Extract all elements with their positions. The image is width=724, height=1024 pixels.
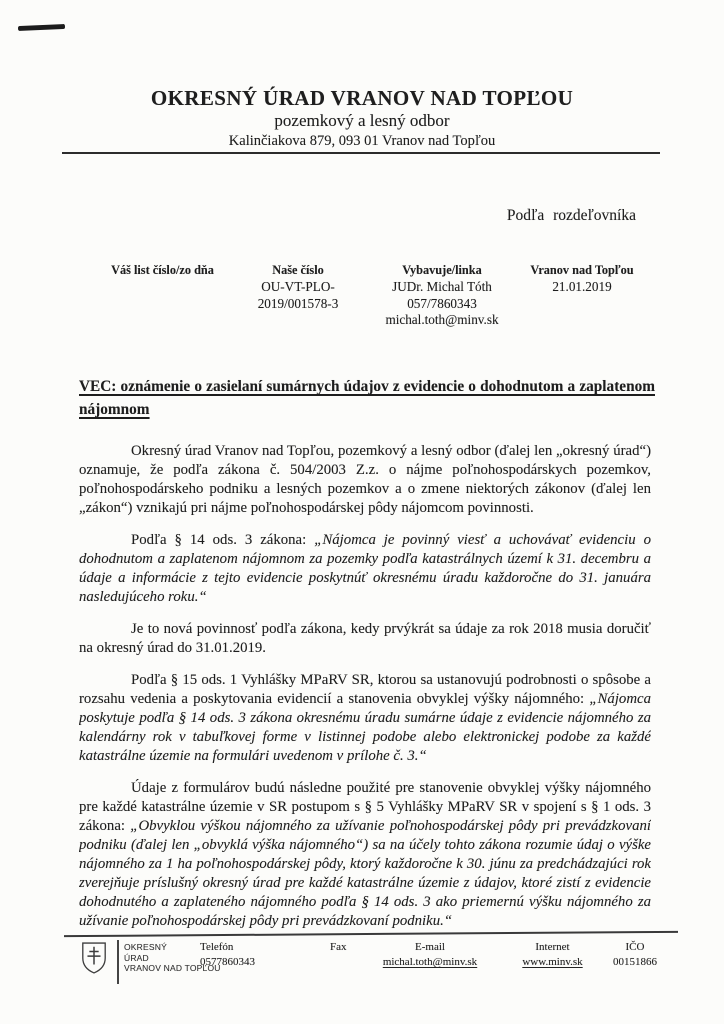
ref-value-our-number-line2: 2019/001578-3 bbox=[257, 295, 339, 311]
paragraph-deadline-text: Je to nová povinnosť podľa zákona, kedy prvýkrát sa údaje za rok 2018 musia doručiť na okresný úrad do 31.01.2019. bbox=[79, 621, 651, 656]
ref-col-handled-by bbox=[372, 262, 512, 329]
paragraph-usage-lead: Údaje z formulárov budú následne použité pre stanovenie obvyklej výšky nájomného pre každé katastrálne územie v SR postupom s § 5 Vyhlášky MPaRV SR v spojení s § 1 ods. 3 zákona: bbox=[79, 780, 651, 834]
footer-internet-value: www.minv.sk bbox=[522, 956, 583, 968]
office-title: OKRESNÝ ÚRAD VRANOV NAD TOPĽOU bbox=[150, 86, 574, 110]
paragraph-section15 bbox=[79, 671, 651, 766]
office-department: pozemkový a lesný odbor bbox=[274, 111, 450, 130]
ref-col-place-date bbox=[512, 262, 652, 296]
letterhead-divider bbox=[62, 152, 660, 154]
ref-value-our-number-line1: OU-VT-PLO- bbox=[261, 279, 335, 294]
ref-label-handled-by: Vybavuje/linka bbox=[402, 263, 482, 277]
paragraph-section14-lead: Podľa § 14 ods. 3 zákona: bbox=[131, 532, 315, 548]
paragraph-intro-text: Okresný úrad Vranov nad Topľou, pozemkový a lesný odbor (ďalej len „okresný úrad“) oznamuje, že podľa zákona č. 504/2003 Z.z. o nájme poľnohospodárskych pozemkov, poľnohospodárskeho podniku a lesných pozemkov a o zmene niektorých zákonov (ďalej len „zákon“) vznikajú pri nájme poľnohospodárskej pôdy nájomcom povinnosti. bbox=[79, 443, 651, 516]
footer-fax-label: Fax bbox=[330, 941, 347, 953]
footer-phone-block bbox=[200, 940, 310, 970]
ref-label-place: Vranov nad Topľou bbox=[530, 263, 634, 277]
reference-block bbox=[0, 262, 724, 352]
footer-office-divider bbox=[117, 940, 119, 984]
letterhead bbox=[62, 86, 662, 150]
distribution-note: Podľa rozdeľovníka bbox=[506, 207, 636, 224]
slovak-coat-of-arms-icon bbox=[80, 941, 108, 978]
ref-value-handler-name: JUDr. Michal Tóth bbox=[392, 279, 492, 294]
footer-email-block bbox=[355, 940, 505, 970]
ref-label-your-letter: Váš list číslo/zo dňa bbox=[111, 263, 214, 277]
ref-value-date: 21.01.2019 bbox=[552, 279, 612, 294]
paragraph-section15-lead: Podľa § 15 ods. 1 Vyhlášky MPaRV SR, ktorou sa ustanovujú podrobnosti o spôsobe a rozsahu vedenia a poskytovania evidencií a stanovenia obvyklej výšky nájomného: bbox=[79, 672, 651, 707]
footer-phone-value: 0577860343 bbox=[200, 956, 255, 968]
paragraph-section14 bbox=[79, 531, 651, 607]
footer-email-label: E-mail bbox=[415, 941, 445, 953]
subject-text: VEC: oznámenie o zasielaní sumárnych údajov z evidencie o dohodnutom a zaplatenom nájomnom bbox=[79, 378, 655, 418]
subject-line bbox=[79, 375, 655, 421]
footer-office-line2: ÚRAD bbox=[124, 952, 149, 963]
ref-col-your-letter bbox=[95, 262, 230, 279]
paragraph-intro bbox=[79, 442, 651, 518]
letter-body bbox=[79, 442, 651, 932]
paragraph-section15-quote: „Nájomca poskytuje podľa § 14 ods. 3 zákona okresnému úradu sumárne údaje z evidencie nájomného za kalendárny rok v tabuľkovej forme v listinnej podobe alebo elektronickej podobe za každé katastrálne územie na formulári uvedenom v prílohe č. 3.“ bbox=[79, 691, 651, 764]
ref-col-our-number bbox=[238, 262, 358, 312]
footer bbox=[0, 938, 724, 998]
office-address: Kalinčiakova 879, 093 01 Vranov nad Topľou bbox=[228, 133, 496, 149]
paragraph-deadline bbox=[79, 620, 651, 658]
ref-label-our-number: Naše číslo bbox=[272, 263, 324, 277]
paragraph-section14-quote: „Nájomca je povinný viesť a uchovávať evidenciu o dohodnutom a zaplatenom nájomnom za pozemky podľa katastrálnych území k 31. decembru a údaje a informácie z tejto evidencie poskytnúť okresnému úradu každoročne do 31. januára nasledujúceho roku.“ bbox=[79, 532, 651, 605]
footer-ico-value: 00151866 bbox=[613, 956, 657, 968]
ref-value-handler-phone: 057/7860343 bbox=[407, 295, 477, 311]
footer-email-value: michal.toth@minv.sk bbox=[382, 956, 478, 968]
footer-internet-label: Internet bbox=[535, 941, 570, 953]
footer-office-line3: VRANOV NAD TOPĽOU bbox=[124, 963, 221, 973]
paragraph-usage bbox=[79, 779, 651, 931]
footer-office-line1: OKRESNÝ bbox=[124, 942, 167, 952]
footer-ico-label: IČO bbox=[625, 941, 645, 953]
footer-phone-label: Telefón bbox=[200, 941, 234, 953]
footer-ico-block bbox=[594, 940, 676, 970]
ref-value-handler-email: michal.toth@minv.sk bbox=[385, 312, 499, 327]
footer-internet-block bbox=[500, 940, 605, 970]
scan-artifact-mark bbox=[18, 24, 65, 31]
paragraph-usage-quote: „Obvyklou výškou nájomného za užívanie poľnohospodárskej pôdy pri prevádzkovaní podniku (ďalej len „obvyklá výška nájomného“) sa na účely tohto zákona rozumie údaj o výške nájomného za 1 ha poľnohospodárskej pôdy, ktorý každoročne k 30. júnu za predchádzajúci rok zverejňuje príslušný okresný úrad pre každé katastrálne územie z údajov, ktoré zistí z evidencie dohodnutého a zaplateného nájomného podľa § 14 ods. 3 ako priemernú výšku nájomného za užívanie poľnohospodárskej pôdy pri prevádzkovaní podniku.“ bbox=[79, 818, 651, 929]
